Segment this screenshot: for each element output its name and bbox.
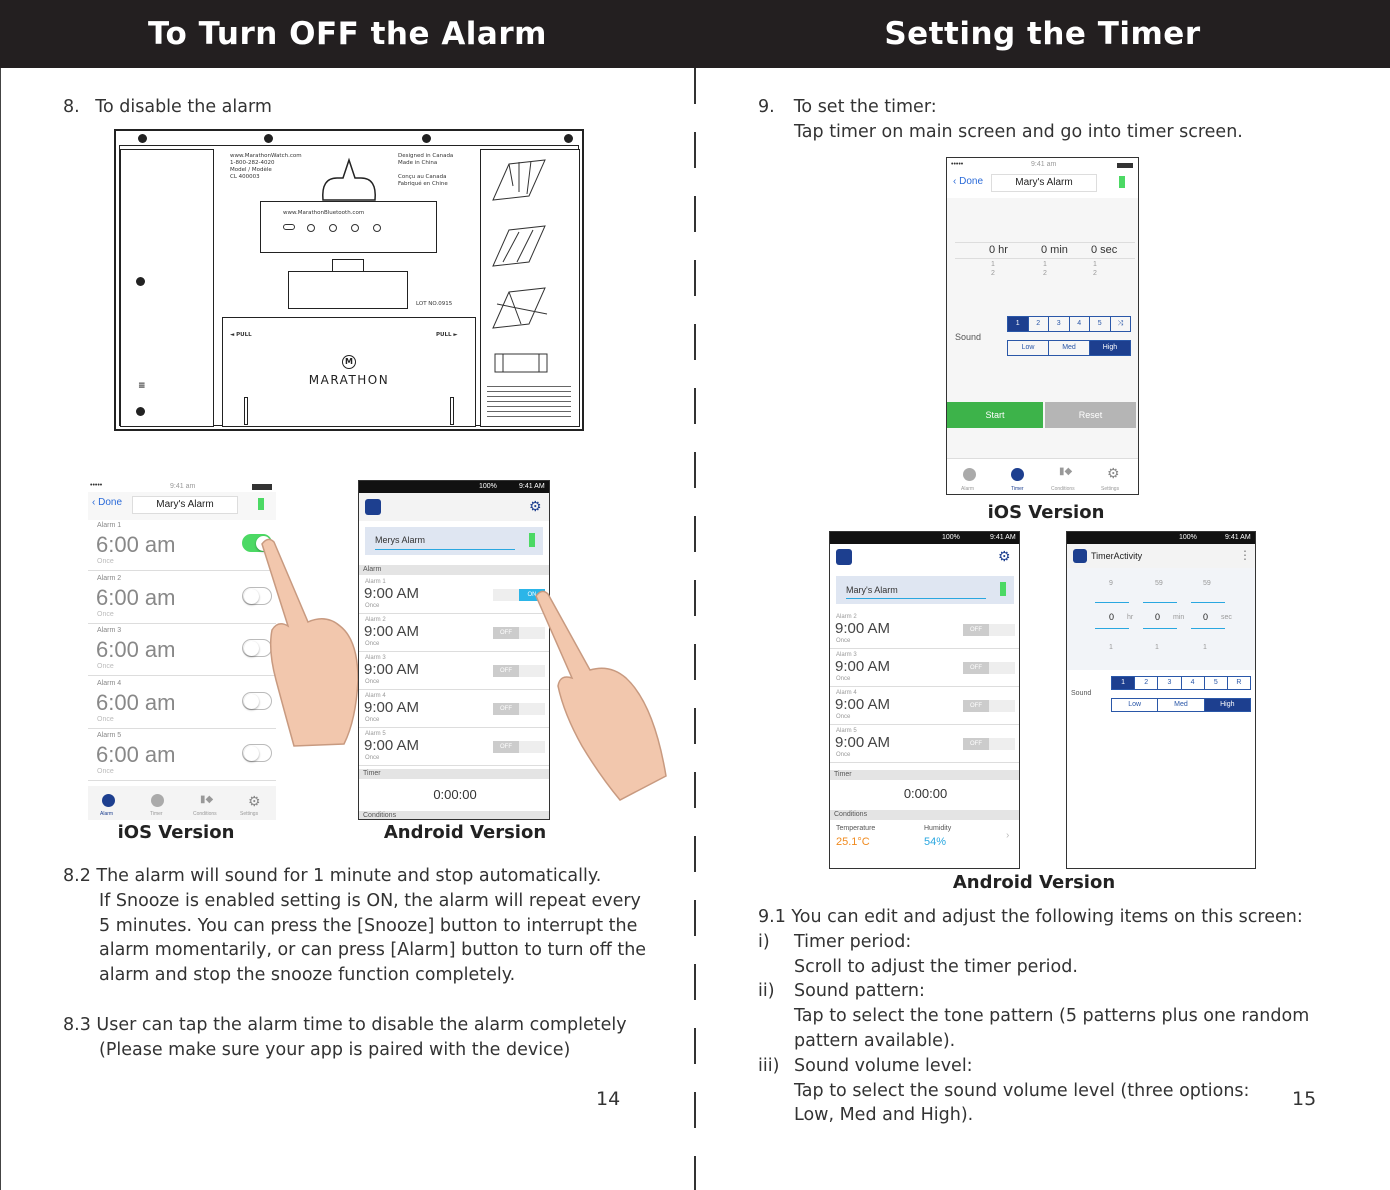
battery-cover	[120, 149, 214, 427]
device-button-icon	[283, 224, 295, 230]
row-divider	[359, 727, 550, 728]
alarm-label: Alarm 4	[97, 679, 122, 687]
alarm-time[interactable]: 6:00 am	[96, 532, 176, 557]
device-name-field[interactable]: Mary's Alarm	[991, 174, 1097, 192]
instruction-panel	[480, 149, 580, 427]
alarm-label: Alarm 4	[836, 690, 857, 696]
battery-icon	[1000, 582, 1006, 596]
screw-icon	[136, 277, 145, 286]
step-text: To disable the alarm	[95, 97, 272, 117]
stand-clip	[332, 259, 364, 271]
alarm-switch[interactable]	[963, 624, 1015, 636]
picker-next-values: 1 2	[1043, 261, 1047, 277]
row-divider	[88, 570, 276, 571]
status-time: 9:41 AM	[519, 483, 545, 490]
row-divider	[359, 651, 550, 652]
picker-next-values: 1 2	[1093, 261, 1097, 277]
text-line: 5 minutes. You can press the [Snooze] button to interrupt the	[99, 915, 638, 936]
battery-icon	[258, 498, 264, 510]
back-label: Done	[959, 176, 984, 187]
device-name: Merys Alarm	[375, 535, 426, 545]
segment-option[interactable]: 1	[1008, 317, 1029, 331]
row-divider	[830, 648, 1020, 649]
alarm-time[interactable]: 6:00 am	[96, 637, 176, 662]
tab-settings[interactable]: Settings	[1101, 486, 1120, 492]
tab-alarm[interactable]: Alarm	[961, 486, 975, 492]
tab-settings[interactable]: Settings	[240, 811, 259, 817]
section-conditions: Conditions	[359, 811, 550, 820]
row-divider	[88, 728, 276, 729]
device-name-field[interactable]: Mary's Alarm	[132, 496, 238, 514]
label-bt-site: www.MarathonBluetooth.com	[283, 210, 365, 216]
label-fabrique: Fabriqué en Chine	[398, 181, 448, 187]
page-divider	[694, 68, 696, 1190]
status-battery: 100%	[942, 534, 960, 541]
segment-option[interactable]: Low	[1112, 699, 1158, 711]
brand-label: MARATHON	[308, 373, 390, 387]
picker-prev-hours: 9	[1109, 580, 1113, 587]
underline	[375, 549, 515, 550]
list-title: Sound pattern:	[794, 981, 925, 1002]
device-button-icon	[351, 224, 359, 232]
page-title-left: To Turn OFF the Alarm	[0, 0, 695, 68]
label-model: Model / Modèle	[230, 167, 272, 173]
marathon-logo-icon: M	[342, 355, 356, 369]
status-bar: •••••	[90, 482, 103, 489]
temperature-label: Temperature	[836, 825, 876, 832]
label-model-number: CL 400003	[230, 174, 260, 180]
minutes-unit: min	[1173, 614, 1185, 621]
underline	[846, 598, 986, 599]
segment-option[interactable]: High	[1090, 341, 1130, 355]
ios-caption-right: iOS Version	[987, 502, 1105, 523]
pointing-hand-icon	[530, 586, 670, 806]
list-title: Sound volume level:	[794, 1055, 973, 1076]
alarm-repeat: Once	[365, 603, 380, 609]
picker-seconds[interactable]: 0	[1203, 612, 1209, 622]
step-text: Tap timer on main screen and go into timer screen.	[794, 121, 1243, 142]
text-line: 9.1 You can edit and adjust the following items on this screen:	[758, 907, 1303, 927]
tab-timer[interactable]: Timer	[150, 811, 163, 817]
sound-label: Sound	[1071, 690, 1092, 697]
sound-label: Sound	[955, 332, 982, 342]
paragraph-8-2	[63, 864, 646, 988]
pointing-hand-icon	[254, 530, 364, 750]
row-divider	[359, 613, 550, 614]
alarm-repeat: Once	[365, 679, 380, 685]
segment-option[interactable]: 3	[1158, 677, 1181, 689]
android-caption-right: Android Version	[952, 872, 1116, 893]
picker-line	[1095, 602, 1129, 603]
text-line: If Snooze is enabled setting is ON, the alarm will repeat every	[99, 890, 641, 911]
tab-timer[interactable]: Timer	[1011, 486, 1024, 492]
pull-left-label: ◄ PULL	[230, 332, 252, 338]
alarm-time[interactable]: 9:00 AM	[364, 699, 420, 716]
alarm-label: Alarm 4	[365, 693, 386, 699]
alarm-time[interactable]: 9:00 AM	[364, 623, 420, 640]
alarm-repeat: Once	[836, 638, 851, 644]
text-line: 8.2 The alarm will sound for 1 minute and stop automatically.	[63, 866, 602, 886]
hours-unit: hr	[1127, 614, 1134, 621]
row-divider	[830, 762, 1020, 763]
volume-selector[interactable]	[1007, 340, 1131, 356]
reset-button[interactable]: Reset	[1045, 402, 1136, 428]
volume-selector[interactable]	[1111, 698, 1251, 712]
alarm-label: Alarm 2	[836, 614, 857, 620]
status-battery: 100%	[1179, 534, 1197, 541]
page-number-left: 14	[596, 1088, 621, 1110]
text-line: Tap to select the tone pattern (5 patterns plus one random	[794, 1006, 1310, 1027]
alarm-label: Alarm 2	[97, 574, 122, 582]
humidity-label: Humidity	[924, 825, 952, 832]
row-divider	[359, 765, 550, 766]
alarm-label: Alarm 5	[97, 732, 122, 739]
segment-option[interactable]: R	[1236, 679, 1242, 686]
alarm-repeat: Once	[97, 610, 114, 618]
pattern-selector[interactable]	[1111, 676, 1251, 690]
switch-state: OFF	[963, 700, 989, 712]
segment-option[interactable]: 2	[1135, 677, 1158, 689]
picker-next-minutes: 1	[1155, 644, 1159, 651]
back-button[interactable]: ‹ Done	[92, 497, 123, 508]
android-alarm-screenshot	[358, 480, 550, 820]
section-conditions: Conditions	[830, 810, 1020, 820]
label-concu: Conçu au Canada	[398, 174, 447, 180]
page-number-right: 15	[1292, 1088, 1317, 1110]
android-timer-screenshot	[1066, 531, 1256, 869]
device-button-icon	[373, 224, 381, 232]
conditions-icon[interactable]: ▮◆	[1059, 466, 1073, 477]
alarm-repeat: Once	[365, 641, 380, 647]
list-title: Timer period:	[794, 931, 912, 952]
instruction-drawing-icon	[489, 284, 551, 332]
grip-icon: ≡	[138, 381, 146, 391]
start-button[interactable]: Start	[947, 402, 1043, 428]
ios-timer-screenshot	[946, 157, 1139, 495]
tab-alarm[interactable]: Alarm	[100, 811, 114, 817]
alarm-label: Alarm 1	[97, 522, 122, 529]
alarm-repeat: Once	[365, 755, 380, 761]
alarm-time[interactable]: 6:00 am	[96, 584, 176, 610]
status-battery: 100%	[479, 483, 497, 490]
screw-icon	[422, 134, 431, 143]
text-line: Tap to select the sound volume level (three options:	[794, 1080, 1250, 1101]
alarm-switch[interactable]	[963, 738, 1015, 750]
page-title-right: Setting the Timer	[695, 0, 1390, 68]
segment-option[interactable]: 2	[1029, 317, 1050, 331]
segment-option[interactable]: 3	[1049, 317, 1070, 331]
alarm-clock-icon[interactable]	[963, 468, 976, 481]
alarm-repeat: Once	[97, 715, 114, 723]
segment-option[interactable]: 1	[1112, 677, 1135, 689]
label-website: www.MarathonWatch.com	[230, 153, 302, 159]
row-divider	[359, 689, 550, 690]
section-timer: Timer	[359, 769, 550, 779]
device-name: Mary's Alarm	[846, 585, 898, 595]
instruction-drawing-icon	[489, 156, 551, 204]
segment-option[interactable]: Med	[1158, 699, 1204, 711]
screw-icon	[564, 134, 573, 143]
app-logo-icon	[365, 499, 381, 515]
text-line: alarm and stop the snooze function completely.	[99, 965, 516, 986]
tab-conditions[interactable]: Conditions	[193, 811, 217, 817]
button-panel	[260, 201, 437, 253]
timer-icon[interactable]	[151, 794, 164, 807]
gear-icon[interactable]: ⚙	[248, 793, 261, 809]
alarm-label: Alarm 2	[365, 617, 386, 623]
status-time: 9:41 am	[170, 483, 196, 490]
text-line: pattern available).	[794, 1030, 956, 1051]
tab-conditions[interactable]: Conditions	[1051, 486, 1075, 492]
gear-icon[interactable]: ⚙	[529, 498, 542, 514]
row-divider	[830, 724, 1020, 725]
step-text: To set the timer:	[793, 97, 937, 117]
ios-caption-left: iOS Version	[117, 822, 235, 843]
alarm-label: Alarm 5	[365, 731, 386, 737]
battery-icon	[1119, 176, 1125, 188]
step-9	[758, 95, 1243, 145]
page-edge-left	[0, 68, 1, 1190]
text-line: alarm momentarily, or can press [Alarm] button to turn off the	[99, 940, 647, 961]
timer-value[interactable]: 0:00:00	[433, 787, 477, 802]
overflow-menu-icon[interactable]: ⋮	[1239, 548, 1251, 562]
picker-line	[1143, 628, 1177, 629]
section-alarm: Alarm	[359, 565, 550, 575]
alarm-repeat: Once	[97, 663, 114, 670]
segment-option[interactable]: 5	[1090, 317, 1111, 331]
slot-panel	[288, 271, 408, 309]
paragraph-9-1	[758, 905, 1309, 1128]
list-number: ii)	[758, 981, 775, 1002]
back-button[interactable]: ‹ Done	[953, 176, 984, 187]
picker-minutes[interactable]: 0	[1155, 612, 1161, 622]
screw-icon	[264, 134, 273, 143]
battery-icon	[529, 533, 535, 547]
step-number: 8.	[63, 97, 80, 117]
list-number: i)	[758, 931, 770, 952]
alarm-repeat: Once	[97, 558, 114, 565]
text-line: (Please make sure your app is paired with the device)	[99, 1039, 571, 1060]
alarm-time[interactable]: 9:00 AM	[364, 585, 420, 602]
step-8	[63, 95, 272, 120]
back-label: Done	[98, 497, 123, 508]
device-name-row[interactable]	[836, 576, 1014, 604]
switch-state: OFF	[493, 665, 519, 677]
picker-prev-minutes: 59	[1155, 580, 1163, 587]
row-divider	[88, 780, 276, 781]
segment-option[interactable]: Med	[1049, 341, 1090, 355]
alarm-repeat: Once	[97, 768, 114, 775]
screw-icon	[136, 407, 145, 416]
instruction-text-block	[487, 386, 571, 420]
gear-icon[interactable]: ⚙	[998, 548, 1011, 564]
android-main-screenshot	[829, 531, 1020, 869]
row-divider	[830, 686, 1020, 687]
paragraph-8-3	[63, 1013, 627, 1063]
alarm-label: Alarm 3	[97, 627, 122, 634]
text-line: Scroll to adjust the timer period.	[794, 956, 1078, 977]
label-designed: Designed in Canada	[398, 153, 454, 159]
pull-right-label: PULL ►	[436, 332, 458, 338]
device-button-icon	[307, 224, 315, 232]
label-phone: 1-800-282-4020	[230, 160, 275, 166]
alarm-time[interactable]: 9:00 AM	[364, 737, 420, 754]
label-lot: LOT NO.0915	[416, 301, 453, 307]
picker-line	[955, 242, 1135, 243]
label-made: Made in China	[398, 160, 438, 166]
battery-icon	[252, 484, 272, 490]
alarm-label: Alarm 3	[836, 652, 857, 658]
conditions-icon[interactable]: ▮◆	[200, 794, 214, 805]
row-divider	[88, 623, 276, 624]
status-bar: •••••	[951, 161, 964, 168]
device-button-icon	[329, 224, 337, 232]
switch-state: OFF	[493, 741, 519, 753]
switch-state: OFF	[963, 624, 989, 636]
switch-state: OFF	[493, 627, 519, 639]
alarm-label: Alarm 3	[365, 655, 386, 661]
humidity-value: 54%	[924, 836, 947, 848]
alarm-time[interactable]: 6:00 am	[96, 689, 176, 715]
segment-option[interactable]: 4	[1182, 677, 1205, 689]
picker-next-hours: 1	[1109, 644, 1113, 651]
seconds-unit: sec	[1221, 614, 1232, 621]
picker-line	[1143, 602, 1177, 603]
timer-icon[interactable]	[1011, 468, 1024, 481]
app-logo-icon	[836, 549, 852, 565]
picker-seconds[interactable]: 0 sec	[1091, 244, 1118, 256]
segment-option[interactable]: Low	[1008, 341, 1049, 355]
section-timer: Timer	[830, 770, 1020, 780]
text-line: Low, Med and High).	[794, 1105, 974, 1126]
alarm-repeat: Once	[365, 717, 380, 723]
device-back-diagram	[114, 129, 584, 431]
picker-line	[1191, 628, 1225, 629]
hanger-icon	[319, 156, 379, 202]
alarm-label: Alarm 5	[836, 728, 857, 734]
status-time: 9:41 am	[1031, 161, 1057, 168]
switch-state: ON	[519, 589, 545, 601]
segment-option[interactable]: 5	[1205, 677, 1228, 689]
picker-next-values: 1 2	[991, 261, 995, 277]
switch-state: OFF	[493, 703, 519, 715]
picker-line	[955, 258, 1135, 259]
temperature-value: 25.1°C	[836, 836, 870, 848]
alarm-switch[interactable]	[963, 700, 1015, 712]
picker-hours[interactable]: 0	[1109, 612, 1115, 622]
picker-hours[interactable]: 0 hr	[989, 244, 1008, 256]
alarm-label: Alarm 1	[365, 579, 386, 585]
alarm-switch[interactable]	[963, 662, 1015, 674]
instruction-drawing-icon	[491, 348, 551, 378]
alarm-time[interactable]: 9:00 AM	[835, 658, 891, 675]
segment-option[interactable]: High	[1205, 699, 1250, 711]
segment-option[interactable]: ⤨	[1117, 320, 1124, 327]
action-bar	[359, 493, 550, 521]
status-time: 9:41 AM	[990, 534, 1016, 541]
switch-state: OFF	[963, 662, 989, 674]
alarm-time[interactable]: 9:00 AM	[835, 620, 891, 637]
alarm-time[interactable]: 6:00 am	[96, 742, 176, 767]
picker-minutes[interactable]: 0 min	[1041, 244, 1068, 256]
alarm-time[interactable]: 9:00 AM	[835, 734, 891, 751]
timer-value[interactable]: 0:00:00	[903, 786, 948, 801]
alarm-repeat: Once	[836, 676, 851, 682]
android-caption-left: Android Version	[383, 822, 547, 843]
gear-icon[interactable]: ⚙	[1107, 465, 1120, 481]
app-logo-icon	[1073, 549, 1087, 563]
picker-prev-seconds: 59	[1203, 580, 1211, 587]
text-line: 8.3 User can tap the alarm time to disable the alarm completely	[63, 1015, 627, 1035]
chevron-right-icon[interactable]: ›	[1006, 830, 1010, 841]
instruction-drawing-icon	[489, 222, 551, 270]
alarm-clock-icon[interactable]	[102, 794, 115, 807]
alarm-repeat: Once	[836, 714, 851, 720]
battery-icon	[1117, 163, 1133, 168]
picker-line	[1095, 628, 1129, 629]
status-time: 9:41 AM	[1225, 534, 1251, 541]
segment-option[interactable]: 4	[1070, 317, 1091, 331]
switch-state: OFF	[963, 738, 989, 750]
device-name-row[interactable]	[365, 527, 543, 555]
activity-title: TimerActivity	[1091, 551, 1143, 561]
picker-line	[1191, 602, 1225, 603]
screw-icon	[138, 134, 147, 143]
picker-next-seconds: 1	[1203, 644, 1207, 651]
stand-leg	[244, 397, 248, 425]
list-number: iii)	[758, 1055, 780, 1076]
stand-leg	[450, 397, 454, 425]
pattern-selector[interactable]	[1007, 316, 1131, 332]
alarm-repeat: Once	[836, 752, 851, 758]
step-number: 9.	[758, 97, 775, 117]
alarm-time[interactable]: 9:00 AM	[835, 696, 891, 713]
row-divider	[88, 675, 276, 676]
ios-alarm-screenshot	[88, 480, 276, 820]
alarm-time[interactable]: 9:00 AM	[364, 661, 420, 678]
